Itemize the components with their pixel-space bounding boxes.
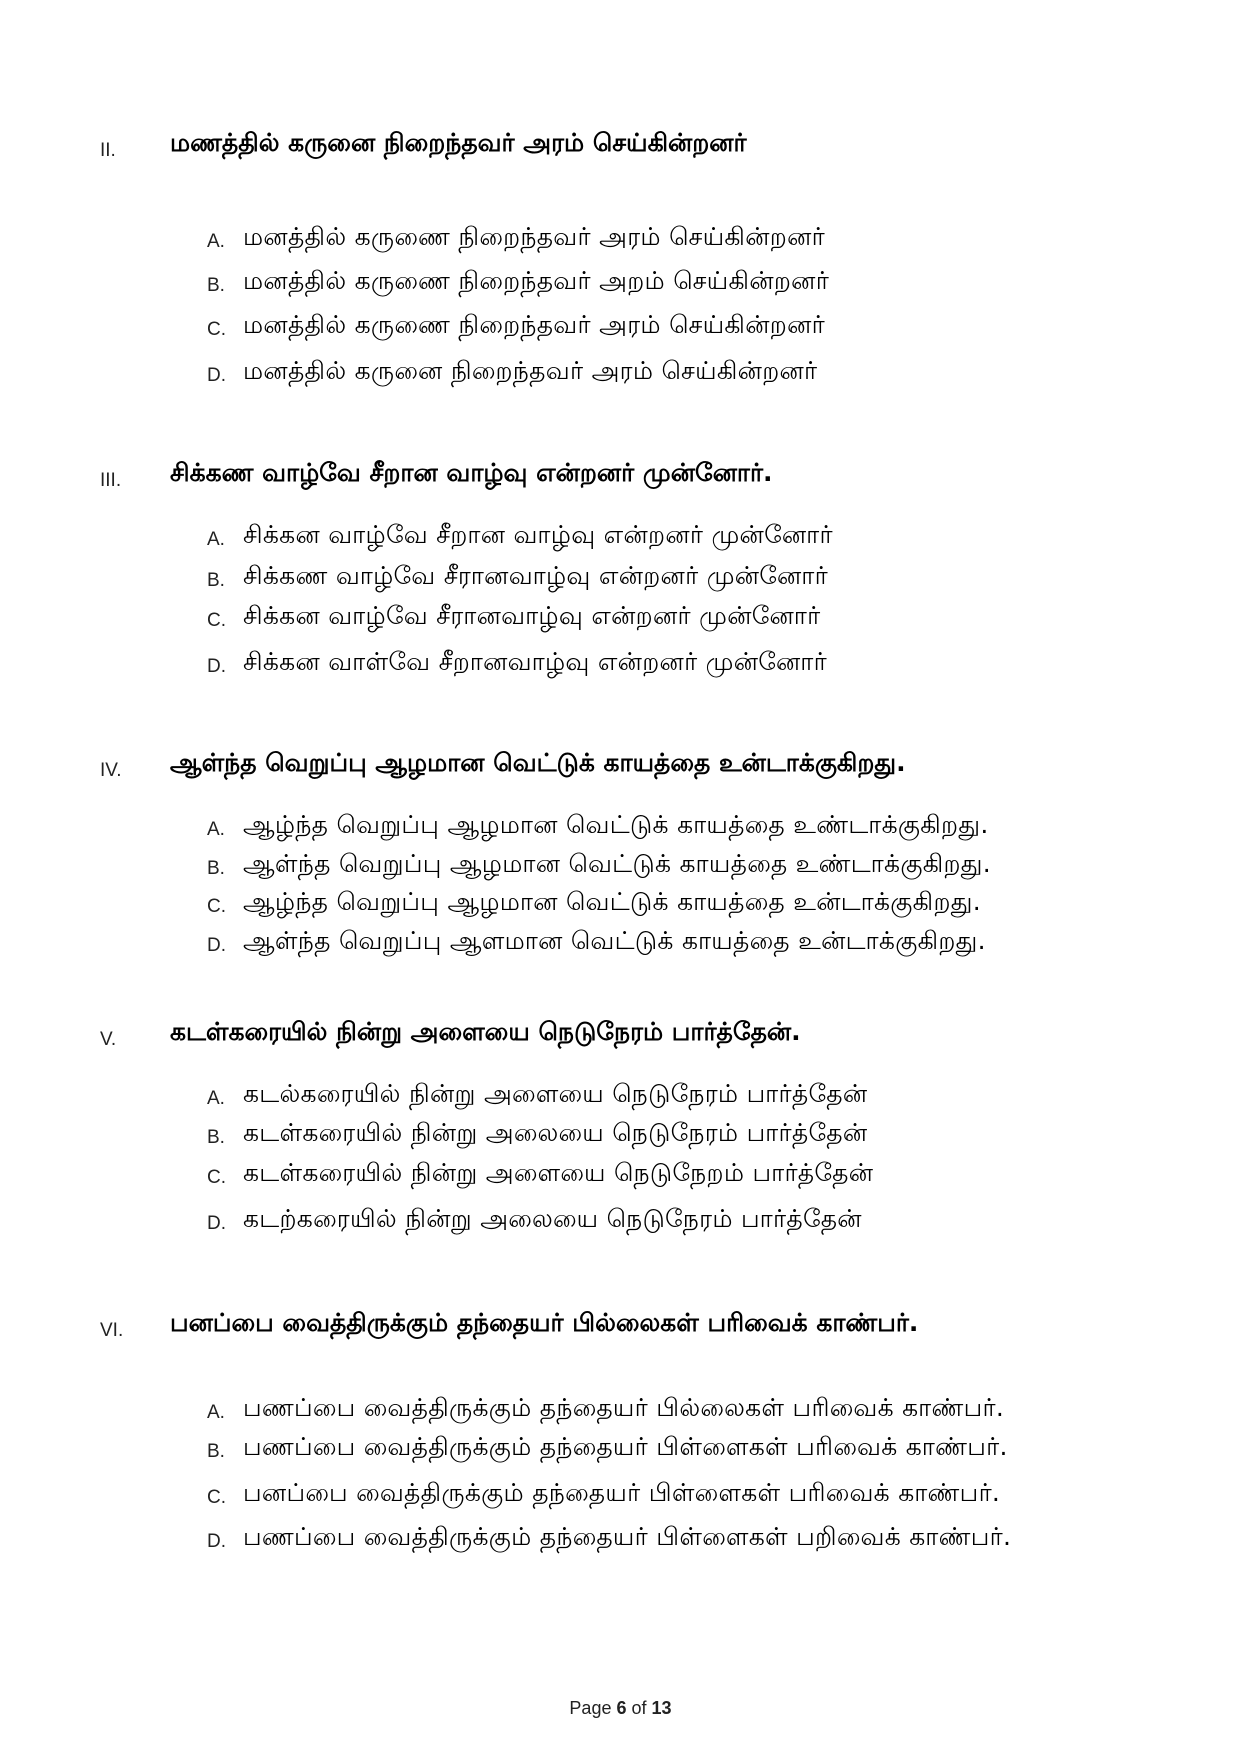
option-text: மனத்தில் கருணை நிறைந்தவர் அறம் செய்கின்றனர்	[243, 266, 830, 295]
option-text: சிக்கன வாழ்வே சீரானவாழ்வு என்றனர் முன்னோர்	[243, 601, 821, 630]
option-a	[0, 222, 1241, 260]
question-number: VI.	[100, 1320, 124, 1341]
option-text: ஆழ்ந்த வெறுப்பு ஆழமான வெட்டுக் காயத்தை உண்டாக்குகிறது.	[243, 810, 989, 839]
question-header	[0, 128, 1241, 168]
question-number: II.	[100, 140, 116, 161]
option-c	[0, 1478, 1241, 1516]
option-letter: D.	[207, 1531, 226, 1552]
option-b	[0, 561, 1241, 599]
page-footer	[0, 1698, 1241, 1719]
option-c	[0, 887, 1241, 925]
question-number: V.	[100, 1029, 117, 1050]
question-header	[0, 458, 1241, 498]
page-word: Page	[569, 1698, 612, 1718]
option-letter: B.	[207, 858, 225, 879]
option-letter: D.	[207, 935, 226, 956]
option-text: மனத்தில் கருனை நிறைந்தவர் அரம் செய்கின்றனர்	[243, 356, 818, 385]
total-pages-number: 13	[651, 1698, 672, 1718]
option-letter: A.	[207, 1088, 225, 1109]
option-letter: D.	[207, 656, 226, 677]
option-b	[0, 1118, 1241, 1156]
option-letter: B.	[207, 275, 225, 296]
option-text: ஆழ்ந்த வெறுப்பு ஆழமான வெட்டுக் காயத்தை உன்டாக்குகிறது.	[243, 887, 982, 916]
option-letter: C.	[207, 610, 226, 631]
question-header	[0, 748, 1241, 788]
option-text: மனத்தில் கருணை நிறைந்தவர் அரம் செய்கின்றனர்	[243, 310, 825, 339]
option-letter: C.	[207, 1167, 226, 1188]
option-letter: D.	[207, 1213, 226, 1234]
option-d	[0, 647, 1241, 685]
option-letter: B.	[207, 1441, 225, 1462]
option-b	[0, 1432, 1241, 1470]
option-letter: B.	[207, 570, 225, 591]
option-c	[0, 1158, 1241, 1196]
question-header	[0, 1017, 1241, 1057]
option-letter: A.	[207, 1402, 225, 1423]
option-a	[0, 1079, 1241, 1117]
option-d	[0, 926, 1241, 964]
option-text: பணப்பை வைத்திருக்கும் தந்தையர் பிள்ளைகள் பறிவைக் காண்பர்.	[243, 1522, 1012, 1551]
option-text: கடல்கரையில் நின்று அளையை நெடுநேரம் பார்த்தேன்	[243, 1079, 868, 1108]
option-text: சிக்கன வாள்வே சீறானவாழ்வு என்றனர் முன்னோர்	[243, 647, 827, 676]
option-letter: A.	[207, 529, 225, 550]
question-text: பனப்பை வைத்திருக்கும் தந்தையர் பில்லைகள் பரிவைக் காண்பர்.	[170, 1308, 919, 1337]
option-a	[0, 520, 1241, 558]
question-number: IV.	[100, 760, 122, 781]
option-c	[0, 310, 1241, 348]
of-word: of	[631, 1698, 647, 1718]
question-text: சிக்கண வாழ்வே சீறான வாழ்வு என்றனர் முன்னோர்.	[170, 458, 773, 487]
option-text: கடள்கரையில் நின்று அளையை நெடுநேறம் பார்த்தேன்	[243, 1158, 874, 1187]
option-letter: A.	[207, 819, 225, 840]
question-text: மணத்தில் கருனை நிறைந்தவர் அரம் செய்கின்றனர்	[170, 128, 747, 157]
option-text: சிக்கண வாழ்வே சீரானவாழ்வு என்றனர் முன்னோர்	[243, 561, 829, 590]
option-a	[0, 810, 1241, 848]
option-b	[0, 266, 1241, 304]
option-letter: B.	[207, 1127, 225, 1148]
option-letter: A.	[207, 231, 225, 252]
option-d	[0, 356, 1241, 394]
option-d	[0, 1522, 1241, 1560]
current-page-number: 6	[616, 1698, 627, 1718]
question-number: III.	[100, 470, 122, 491]
question-text: கடள்கரையில் நின்று அளையை நெடுநேரம் பார்த்தேன்.	[170, 1017, 801, 1046]
option-text: சிக்கன வாழ்வே சீறான வாழ்வு என்றனர் முன்னோர்	[243, 520, 833, 549]
question-text: ஆள்ந்த வெறுப்பு ஆழமான வெட்டுக் காயத்தை உன்டாக்குகிறது.	[170, 748, 906, 777]
option-text: ஆள்ந்த வெறுப்பு ஆளமான வெட்டுக் காயத்தை உன்டாக்குகிறது.	[243, 926, 986, 955]
option-text: கடற்கரையில் நின்று அலையை நெடுநேரம் பார்த்தேன்	[243, 1204, 862, 1233]
option-letter: C.	[207, 896, 226, 917]
option-c	[0, 601, 1241, 639]
option-letter: D.	[207, 365, 226, 386]
question-header	[0, 1308, 1241, 1348]
option-letter: C.	[207, 319, 226, 340]
option-text: பனப்பை வைத்திருக்கும் தந்தையர் பிள்ளைகள் பரிவைக் காண்பர்.	[243, 1478, 1001, 1507]
option-a	[0, 1393, 1241, 1431]
option-text: கடள்கரையில் நின்று அலையை நெடுநேரம் பார்த்தேன்	[243, 1118, 868, 1147]
option-b	[0, 849, 1241, 887]
option-text: மனத்தில் கருணை நிறைந்தவர் அரம் செய்கின்றனர்	[243, 222, 825, 251]
option-text: ஆள்ந்த வெறுப்பு ஆழமான வெட்டுக் காயத்தை உண்டாக்குகிறது.	[243, 849, 992, 878]
option-text: பணப்பை வைத்திருக்கும் தந்தையர் பில்லைகள் பரிவைக் காண்பர்.	[243, 1393, 1005, 1422]
option-letter: C.	[207, 1487, 226, 1508]
option-text: பணப்பை வைத்திருக்கும் தந்தையர் பிள்ளைகள் பரிவைக் காண்பர்.	[243, 1432, 1008, 1461]
option-d	[0, 1204, 1241, 1242]
